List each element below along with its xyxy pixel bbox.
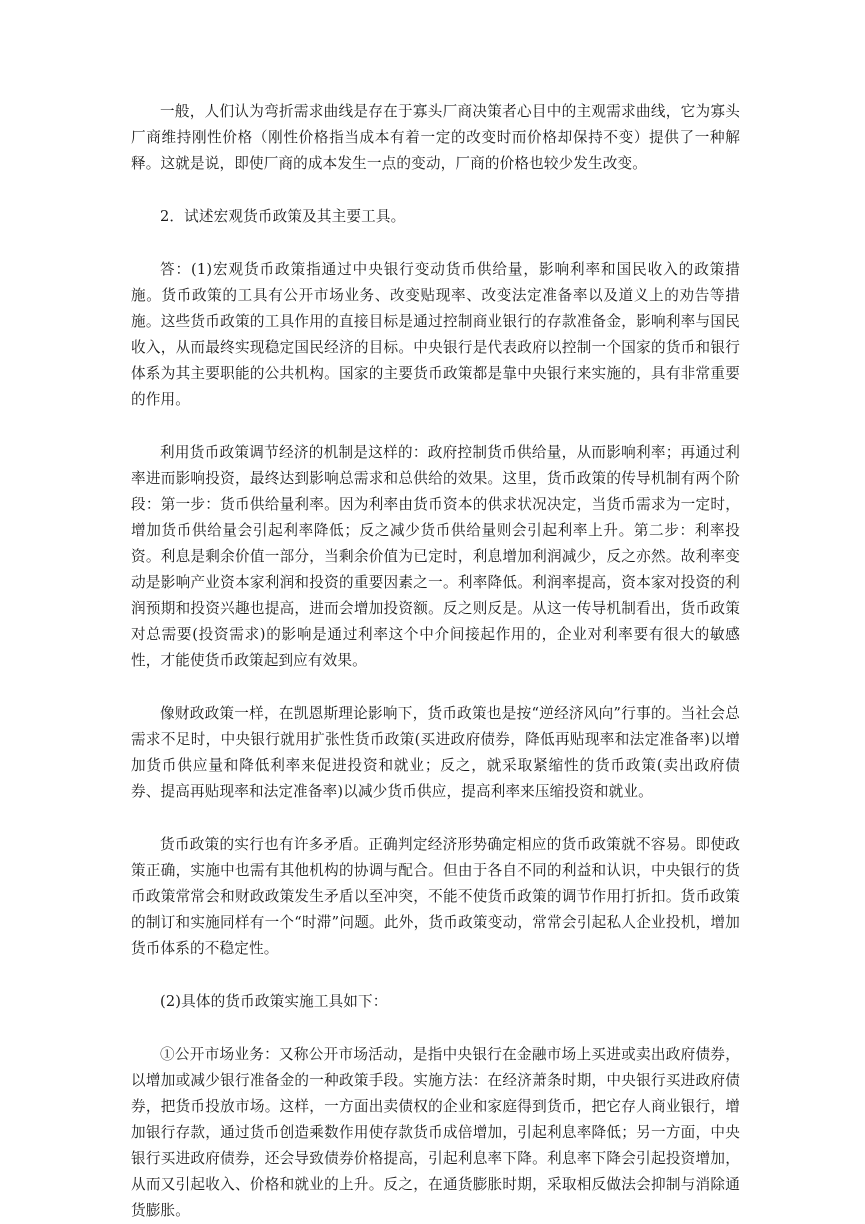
paragraph-mechanism: 利用货币政策调节经济的机制是这样的：政府控制货币供给量，从而影响利率；再通过利率进而影响投资，最终达到影响总需求和总供给的效果。这里，货币政策的传导机制有两个阶段：第一步：货币供给量利率。因为利率由货币资本的供求状况决定，当货币需求为一定时，增加货币供给量会引起利率降低；反之减少货币供给量则会引起利率上升。第二步：利率投资。利息是剩余价值一部分，当剩余价值为已定时，利息增加利润减少，反之亦然。故利率变动是影响产业资本家利润和投资的重要因素之一。利率降低。利润率提高，资本家对投资的利润预期和投资兴趣也提高，进而会增加投资额。反之则反是。从这一传导机制看出，货币政策对总需要(投资需求)的影响是通过利率这个中介间接起作用的，企业对利率要有很大的敏感性，才能使货币政策起到应有效果。: [131, 444, 740, 669]
paragraph-kinked-demand: 一般，人们认为弯折需求曲线是存在于寡头厂商决策者心目中的主观需求曲线，它为寡头厂商维持刚性价格（刚性价格指当成本有着一定的改变时而价格却保持不变）提供了一种解释。这就是说，即使厂商的成本发生一点的变动，厂商的价格也较少发生改变。: [131, 103, 740, 172]
paragraph-open-market: ①公开市场业务：又称公开市场活动，是指中央银行在金融市场上买进或卖出政府债券，以增加或减少银行准备金的一种政策手段。实施方法：在经济萧条时期，中央银行买进政府债券，把货币投放市场。这样，一方面出卖债权的企业和家庭得到货币，把它存人商业银行，增加银行存款，通过货币创造乘数作用使存款货币成倍增加，引起利息率降低；另一方面，中央银行买进政府债券，还会导致债券价格提高，引起利息率下降。利息率下降会引起投资增加，从而又引起收入、价格和就业的上升。反之，在通货膨胀时期，采取相反做法会抑制与消除通货膨胀。: [131, 1046, 740, 1219]
subheading-tools: (2)具体的货币政策实施工具如下：: [160, 993, 388, 1010]
paragraph-answer-intro: 答：(1)宏观货币政策指通过中央银行变动货币供给量，影响利率和国民收入的政策措施。货币政策的工具有公开市场业务、改变贴现率、改变法定准备率以及道义上的劝告等措施。这些货币政策的工具作用的直接目标是通过控制商业银行的存款准备金，影响利率与国民收入，从而最终实现稳定国民经济的目标。中央银行是代表政府以控制一个国家的货币和银行体系为其主要职能的公共机构。国家的主要货币政策都是靠中央银行来实施的，具有非常重要的作用。: [131, 261, 740, 408]
paragraph-contradictions: 货币政策的实行也有许多矛盾。正确判定经济形势确定相应的货币政策就不容易。即使政策正确，实施中也需有其他机构的协调与配合。但由于各自不同的利益和认识，中央银行的货币政策常常会和财政政策发生矛盾以至冲突，不能不使货币政策的调节作用打折扣。货币政策的制订和实施同样有一个“时滞”问题。此外，货币政策变动，常常会引起私人企业投机，增加货币体系的不稳定性。: [131, 836, 740, 957]
paragraph-countercyclical: 像财政政策一样，在凯恩斯理论影响下，货币政策也是按“逆经济风向”行事的。当社会总需求不足时，中央银行就用扩张性货币政策(买进政府债券，降低再贴现率和法定准备率)以增加货币供应量和降低利率来促进投资和就业；反之，就采取紧缩性的货币政策(卖出政府债券、提高再贴现率和法定准备率)以减少货币供应，提高利率来压缩投资和就业。: [131, 705, 740, 800]
question-heading: 2．试述宏观货币政策及其主要工具。: [160, 208, 406, 225]
